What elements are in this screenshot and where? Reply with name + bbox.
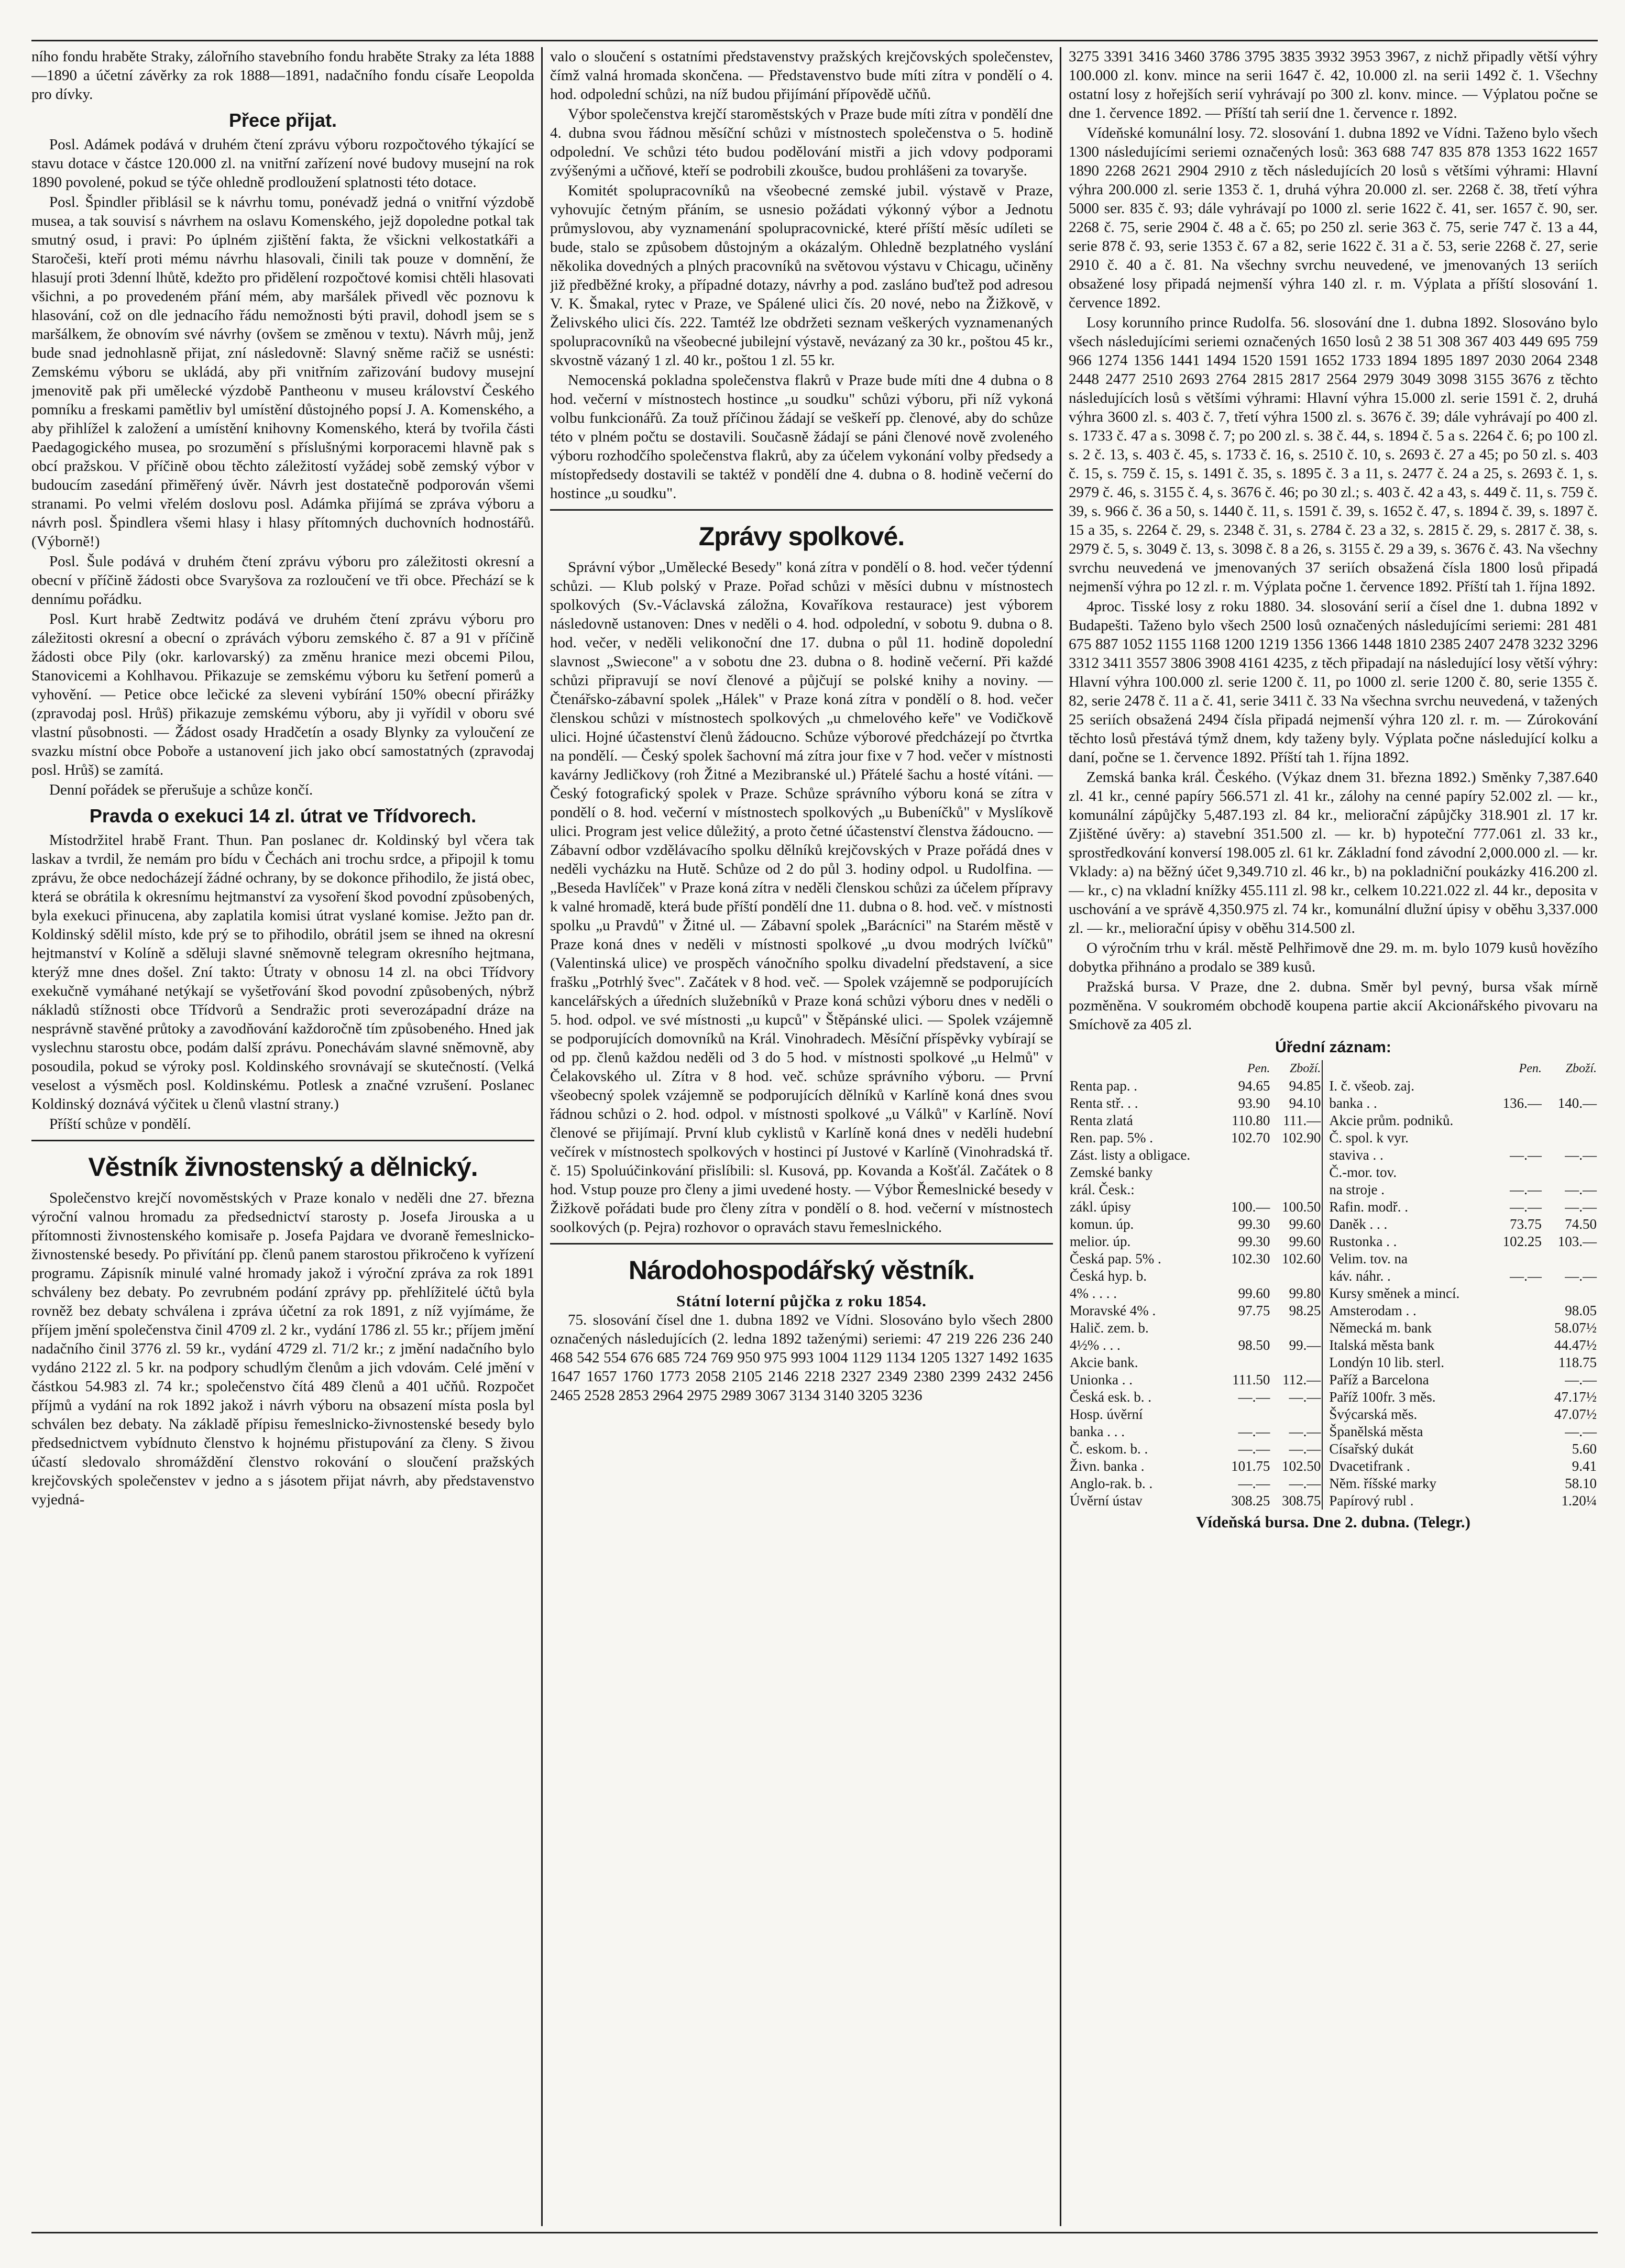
market-divider — [1322, 1319, 1328, 1337]
market-row — [1069, 1492, 1598, 1510]
market-row — [1069, 1337, 1598, 1354]
market-value — [1271, 1147, 1322, 1164]
market-row — [1069, 1319, 1598, 1337]
market-value: —.— — [1565, 1424, 1597, 1439]
market-value: 99.60 — [1238, 1285, 1270, 1301]
market-value: 9.41 — [1572, 1458, 1597, 1474]
market-label: Renta zlatá — [1070, 1113, 1133, 1128]
article-text: Posl. Adámek podává v druhém čtení zprávu výboru rozpočtového týkající se stavu dotace v částce 120.000 zl. na vnitřní zařízení nové budovy musejní na rok 1890 povolené, pokud se týče ohledně prodloužení splatnosti této dotace. — [31, 136, 534, 191]
market-value: 98.50 — [1238, 1337, 1270, 1353]
market-label: Londýn 10 lib. sterl. — [1329, 1355, 1445, 1370]
market-divider — [1322, 1458, 1328, 1475]
market-divider — [1322, 1475, 1328, 1492]
market-label: melior. úp. — [1070, 1234, 1131, 1249]
market-divider — [1322, 1440, 1328, 1458]
market-label: Daněk . . . — [1329, 1216, 1388, 1232]
market-value: 100.— — [1231, 1199, 1270, 1215]
section-divider — [31, 1140, 534, 1141]
market-label: Španělská města — [1329, 1424, 1423, 1439]
market-row — [1069, 1164, 1598, 1181]
market-label: Něm. říšské marky — [1329, 1476, 1437, 1491]
article-text: ního fondu hraběte Straky, zálořního stavebního fondu hraběte Straky za léta 1888—1890 a účetní závěrky za rok 1888—1891, nadačního fondu císaře Leopolda pro dívky. — [31, 48, 534, 103]
market-value: —.— — [1238, 1424, 1270, 1439]
market-row — [1069, 1181, 1598, 1198]
market-value — [1492, 1112, 1543, 1129]
section-divider — [550, 1243, 1053, 1245]
market-value — [1492, 1406, 1543, 1423]
market-value — [1271, 1319, 1322, 1337]
heading-zpravy-spolkove: Zprávy spolkové. — [698, 522, 905, 551]
article-text: Posl. Šule podává v druhém čtení zprávu výboru pro záležitosti okresní a obecní v příčině žádosti obce Svaryšova za rozloučení ve tři obce. Přechází se k dennímu pořádku. — [31, 553, 534, 608]
market-divider — [1322, 1095, 1328, 1112]
column-rule — [541, 47, 543, 2226]
market-row — [1069, 1147, 1598, 1164]
market-value: 110.80 — [1232, 1113, 1270, 1128]
article-text: Denní pořádek se přerušuje a schůze končí. — [49, 781, 313, 798]
market-row — [1069, 1129, 1598, 1147]
market-value: 94.10 — [1289, 1095, 1321, 1111]
market-label: Hosp. úvěrní — [1070, 1406, 1143, 1422]
market-value — [1543, 1164, 1598, 1181]
article-text: Nemocenská pokladna společenstva flakrů v Praze bude míti dne 4 dubna o 8 hod. večerní v místnostech hostince „u soudku" schůzi výboru, při níž vykoná volbu funkcionářů. Za touž příčinou žádají se veškeří pp. členové, aby do schůze této v plném počtu se dostavili. Současně žádají se páni členové nově zvoleného výboru rozhodčího společenstva flakrů, aby za účelem vykonání volby předsedy a místopředsedy dostavili se taktéž v pondělí dne 4. dubna o 8. hodině večerní do hostince „u soudku". — [550, 372, 1053, 502]
market-value — [1543, 1129, 1598, 1147]
market-value — [1543, 1112, 1598, 1129]
market-value: 58.07½ — [1554, 1320, 1597, 1336]
market-header-pen: Pen. — [1519, 1062, 1542, 1075]
market-value — [1492, 1458, 1543, 1475]
market-divider — [1322, 1268, 1328, 1285]
market-value — [1492, 1164, 1543, 1181]
market-label: Živn. banka . — [1070, 1458, 1145, 1474]
market-label: banka . . . — [1070, 1424, 1125, 1439]
market-value — [1271, 1181, 1322, 1198]
market-value: —.— — [1289, 1424, 1321, 1439]
market-value — [1492, 1440, 1543, 1458]
market-label: komun. úp. — [1070, 1216, 1134, 1232]
column-rule — [1060, 47, 1061, 2226]
market-divider — [1322, 1285, 1328, 1302]
market-divider — [1322, 1302, 1328, 1319]
market-value — [1221, 1268, 1271, 1285]
article-text: Zemská banka král. Českého. (Výkaz dnem 31. března 1892.) Směnky 7,387.640 zl. 41 kr., cenné papíry 566.571 zl. 41 kr., zálohy na cenné papíry 52.002 zl. — kr., komunální zápůjčky 5,487.193 zl. 84 kr., meliorační zápůjčky 318.901 zl. 17 kr. Zjištěné úvěry: a) stavební 351.500 zl. — kr. b) hypoteční 777.061 zl. 33 kr., sprostředkování konversí 198.005 zl. 61 kr. Základní fond závodní 2,000.000 zl. — kr. Vklady: a) na běžný účet 9,349.710 zl. 46 kr., b) na pokladniční poukázky 416.200 zl. — kr., c) na vkladní knížky 455.111 zl. 98 kr., celkem 10.221.022 zl. 44 kr., deposita v uschování a ve správě 4,350.975 zl. 74 kr., komunální dlužní úpisy v oběhu 3,337.000 zl. — kr., meliorační úpisy v oběhu 314.500 zl. — [1069, 769, 1598, 937]
market-value: —.— — [1510, 1182, 1542, 1197]
market-label: král. Česk.: — [1070, 1182, 1135, 1197]
market-row — [1069, 1285, 1598, 1302]
market-label: Anglo-rak. b. . — [1070, 1476, 1153, 1491]
market-label: Česká esk. b. . — [1070, 1389, 1151, 1405]
market-label: Italská města bank — [1329, 1337, 1435, 1353]
market-divider — [1322, 1492, 1328, 1510]
article-text: Vídeňské komunální losy. 72. slosování 1. dubna 1892 ve Vídni. Taženo bylo všech 1300 následujícími seriemi označených losů: 363 688 747 835 878 1353 1622 1657 1890 2268 2621 2904 2910 z těch následujících 20 losů s většími výhrami: Hlavní výhra 200.000 zl. serie 1353 č. 1, druhá výhra 20.000 zl. ser. 2268 č. 38, třetí výhra 5000 ser. 835 č. 93; dále vyhrávají po 1000 zl. serie 1622 č. 41, ser. 1657 č. 90, ser. 2268 č. 75, serie 2904 č. 48 a č. 65; po 250 zl. serie 363 č. 75, serie 747 č. 13 a 44, serie 878 č. 93, serie 1353 č. 67 a 82, serie 1622 č. 31 a č. 53, serie 2268 č. 27, serie 2910 č. 40 a č. 81. Na všechny svrchu neuvedené, ve jmenovaných 13 seriích obsažené losy připadá nejmenší výhra 140 zl. r. m. Výplata a příští slosování 1. července 1892. — [1069, 125, 1598, 311]
market-value: 44.47½ — [1554, 1337, 1597, 1353]
market-label: Ren. pap. 5% . — [1070, 1130, 1153, 1146]
market-label: 4% . . . . — [1070, 1285, 1117, 1301]
market-row — [1069, 1112, 1598, 1129]
market-value: —.— — [1289, 1389, 1321, 1405]
market-label: Švýcarská měs. — [1329, 1406, 1418, 1422]
heading-pravda-o-exekuci: Pravda o exekuci 14 zl. útrat ve Třídvorech. — [89, 805, 477, 827]
market-label: Akcie bank. — [1070, 1355, 1138, 1370]
market-value: —.— — [1565, 1147, 1597, 1163]
market-value: —.— — [1565, 1182, 1597, 1197]
market-value: —.— — [1510, 1199, 1542, 1215]
market-label: Kursy směnek a mincí. — [1329, 1285, 1460, 1301]
market-header-zbozi: Zboží. — [1289, 1062, 1321, 1075]
market-value: 47.07½ — [1554, 1406, 1597, 1422]
bottom-rule — [31, 2232, 1598, 2233]
article-text: Místodržitel hrabě Frant. Thun. Pan poslanec dr. Koldinský byl včera tak laskav a tvrdil, že nemám pro bídu v Čechách ani trochu srdce, a připojil k tomu zprávu, že obce nedocházejí žádné ochrany, by se dokonce přihodilo, že jistá obec, která se obrátila k okresnímu hejtmanství za vysoření škod povodní způsobených, byla exekuci přinucena, aby zaplatila komisi útrat vyslané komise. Ježto pan dr. Koldinský sdělil místo, kde prý se to přihodilo, obrátil jsem se ihned na okresní hejtmanství v Kolíně a sděluji slavné sněmovně telegram okresního hejtmana, kterýž mne dnes došel. Zní takto: Útraty v obnosu 14 zl. na obci Třídvory exekučně vymáhané netýkají se vyšetřování škod povodní způsobených, nýbrž nákladů stížnosti obce Třídvorů a Sendražic proti severozápadní dráze na nesprávně stavěné průtoky a zavodňování každoročně tím způsobeného. Hned jak vyslechnu starostu obce, podám další zprávu. Ponechávám slavné sněmovně, aby posoudila, pokud se výroky posl. Koldinského srovnávají se skutečností. (Velká veselost a výsměch posl. Koldinskému. Potlesk a značné vzrušení. Poslanec Koldinský doznává výčitek u členů vlastní strany.) — [31, 832, 534, 1113]
column-middle — [550, 47, 1053, 2226]
market-value: 101.75 — [1231, 1458, 1270, 1474]
market-row — [1069, 1095, 1598, 1112]
market-label: Rustonka . . — [1329, 1234, 1397, 1249]
market-value — [1271, 1164, 1322, 1181]
market-label: Halič. zem. b. — [1070, 1320, 1149, 1336]
market-label: Akcie prům. podniků. — [1329, 1113, 1454, 1128]
market-row — [1069, 1198, 1598, 1216]
market-row — [1069, 1440, 1598, 1458]
market-label: I. č. všeob. zaj. — [1329, 1078, 1414, 1094]
market-value: 47.17½ — [1554, 1389, 1597, 1405]
article-text: Komitét spolupracovníků na všeobecné zemské jubil. výstavě v Praze, vyhovujíc četným přáním, se usnesio požádati výkonný výbor a Jednotu průmyslovou, aby vyznamenání spolupracovnické, které příští měsíc udíleti se bude, stalo se způsobem důstojným a okázalým. Ohledně bezplatného vyslání několika dovedných a plných pracovníků na světovou výstavu v Chicagu, učiněny již předběžné kroky, a případné dotazy, návrhy a pod. zasláno buďtež pod adresou V. K. Šmakal, rytec v Praze, ve Spálené ulici čís. 20 nové, nebo na Žižkově, v Želivského ulici čís. 222. Tamtéž lze obdržeti seznam veškerých vyznamenaných spolupracovníků na všeobecné jubilejní výstavě, nevázaný za 30 kr., poštou 45 kr., skvostně vázaný 1 zl. 40 kr., poštou 1 zl. 55 kr. — [550, 182, 1053, 369]
market-row — [1069, 1371, 1598, 1389]
market-value — [1271, 1406, 1322, 1423]
market-value: —.— — [1510, 1268, 1542, 1284]
market-value: 1.20¼ — [1561, 1493, 1597, 1509]
market-value — [1492, 1354, 1543, 1371]
market-label: na stroje . — [1329, 1182, 1385, 1197]
market-label: Zemské banky — [1070, 1164, 1153, 1180]
market-divider — [1322, 1077, 1328, 1095]
market-value: 118.75 — [1558, 1355, 1597, 1370]
market-value: 99.60 — [1289, 1234, 1321, 1249]
market-value: 99.— — [1289, 1337, 1321, 1353]
market-divider — [1322, 1181, 1328, 1198]
market-value: —.— — [1289, 1476, 1321, 1491]
market-value: 94.65 — [1238, 1078, 1270, 1094]
market-value — [1271, 1268, 1322, 1285]
market-label: káv. náhr. . — [1329, 1268, 1391, 1284]
market-value: 73.75 — [1510, 1216, 1542, 1232]
market-value — [1221, 1319, 1271, 1337]
market-divider — [1322, 1216, 1328, 1233]
market-divider — [1322, 1233, 1328, 1250]
article-text: 3275 3391 3416 3460 3786 3795 3835 3932 3953 3967, z nichž připadly větší výhry 100.000 zl. konv. mince na serii 1647 č. 42, 10.000 zl. na serii 1492 č. 1. Všechny ostatní losy z hořejších serií vyhrávají po 300 zl. konv. mince. — Výplatou počne se dne 1. července 1892. — Příští tah serií dne 1. července r. 1892. — [1069, 48, 1598, 122]
market-divider — [1322, 1129, 1328, 1147]
market-label: Amsterodam . . — [1329, 1303, 1417, 1318]
market-header-row — [1069, 1060, 1598, 1077]
market-label: Unionka . . — [1070, 1372, 1133, 1388]
market-label: Paříž a Barcelona — [1329, 1372, 1429, 1388]
market-value — [1492, 1371, 1543, 1389]
market-value: 112.— — [1282, 1372, 1321, 1388]
market-value: 102.30 — [1231, 1251, 1270, 1267]
market-value — [1221, 1147, 1271, 1164]
column-left — [31, 47, 534, 2226]
market-value: —.— — [1238, 1389, 1270, 1405]
article-text: Losy korunního prince Rudolfa. 56. slosování dne 1. dubna 1892. Slosováno bylo všech následujícími seriemi označených 1650 losů 2 38 51 308 367 403 449 695 759 966 1274 1356 1441 1494 1520 1591 1652 1733 1894 1895 1897 2030 2064 2348 2448 2477 2510 2693 2764 2815 2817 2564 2979 3049 3098 3155 3676 z těchto následujících losů s většími výhrami: Hlavní výhra 15.000 zl. serie 1591 č. 2, druhá výhra 3600 zl. s. 403 č. 7, třetí výhra 1500 zl. s. 3676 č. 39; dále vyhrávají po 400 zl. s. 1733 č. 47 a s. 3098 č. 7; po 200 zl. s. 38 č. 44, s. 1894 č. 5 a s. 2264 č. 6; po 100 zl. s. 2 č. 13, s. 403 č. 45, s. 1733 č. 16, s. 2510 č. 10, s. 2693 č. 27 a 45; po 50 zl. s. 403 č. 15, s. 759 č. 15, s. 1491 č. 35, s. 1895 č. 3 a 11, s. 2477 č. 24 a 25, s. 2693 č. 1, s. 2979 č. 46, s. 3155 č. 4, s. 3676 č. 46; po 30 zl.; s. 403 č. 42 a 43, s. 449 č. 11, s. 759 č. 39, s. 966 č. 36 a 50, s. 1440 č. 11, s. 1591 č. 39, s. 1652 č. 47, s. 1894 č. 39, s. 1897 č. 15 a 35, s. 2264 č. 29, s. 2348 č. 31, s. 2784 č. 23 a 32, s. 2815 č. 29, s. 2817 č. 38, s. 2979 č. 5, s. 3049 č. 13, s. 3098 č. 8 a 26, s. 3155 č. 29 a 39, s. 3676 č. 43. Na všechny svrchu neuvedená ve jmenovaných 37 seriích obsažená čísla 1800 losů připadá nejmenší výhra po 12 zl. r. m. Výplata počne 1. července 1892. Příští tah 1. října 1892. — [1069, 314, 1598, 595]
market-divider — [1322, 1250, 1328, 1268]
market-value: —.— — [1238, 1441, 1270, 1457]
market-row — [1069, 1423, 1598, 1440]
market-value: 308.75 — [1282, 1493, 1321, 1509]
market-value: —.— — [1565, 1268, 1597, 1284]
market-divider — [1322, 1389, 1328, 1406]
market-value — [1543, 1250, 1598, 1268]
market-value: 102.70 — [1231, 1130, 1270, 1146]
market-divider — [1322, 1112, 1328, 1129]
market-value: 102.25 — [1502, 1234, 1542, 1249]
market-value: 93.90 — [1238, 1095, 1270, 1111]
heading-prece-prijat: Přece přijat. — [228, 109, 337, 131]
market-value: —.— — [1238, 1476, 1270, 1491]
market-label: Papírový rubl . — [1329, 1493, 1414, 1509]
market-value: 308.25 — [1231, 1493, 1270, 1509]
market-value: 99.30 — [1238, 1234, 1270, 1249]
market-value — [1221, 1164, 1271, 1181]
market-divider — [1322, 1147, 1328, 1164]
market-label: Č. spol. k vyr. — [1329, 1130, 1409, 1146]
market-label: Úvěrní ústav — [1070, 1493, 1143, 1509]
market-value: 136.— — [1502, 1095, 1542, 1111]
market-row — [1069, 1458, 1598, 1475]
article-text: 75. slosování čísel dne 1. dubna 1892 ve Vídni. Slosováno bylo všech 2800 označených následujících (2. ledna 1892 taženými) seriemi: 47 219 226 236 240 468 542 554 676 685 724 769 950 975 993 1004 1129 1134 1205 1327 1492 1635 1647 1657 1760 1773 2058 2105 2146 2218 2327 2349 2380 2399 2432 2456 2465 2528 2853 2964 2975 2989 3067 3134 3140 3205 3236 — [550, 1312, 1053, 1404]
market-value: 98.05 — [1565, 1303, 1597, 1318]
market-value — [1492, 1302, 1543, 1319]
market-row — [1069, 1250, 1598, 1268]
market-value — [1492, 1129, 1543, 1147]
market-value — [1221, 1406, 1271, 1423]
article-text: Výbor společenstva krejčí staroměstských v Praze bude míti zítra v pondělí dne 4. dubna svou řádnou měsíční schůzi v místnostech společenstva o 5. hodině odpolední. Ve schůzi této budou podělování mistři a jich vdovy podporami zvýšenými a učňové, kteří se podrobili zkoušce, budou prohlášeni za tovaryše. — [550, 106, 1053, 179]
market-value: 94.85 — [1289, 1078, 1321, 1094]
market-label: staviva . . — [1329, 1147, 1384, 1163]
market-label: banka . . — [1329, 1095, 1377, 1111]
market-value — [1492, 1389, 1543, 1406]
market-value — [1221, 1354, 1271, 1371]
market-divider — [1322, 1354, 1328, 1371]
market-row — [1069, 1268, 1598, 1285]
market-label: Rafin. modř. . — [1329, 1199, 1409, 1215]
newspaper-page — [31, 16, 1598, 2252]
market-value — [1543, 1285, 1598, 1302]
market-value — [1492, 1250, 1543, 1268]
market-table-body — [1069, 1077, 1598, 1510]
market-label: Č.-mor. tov. — [1329, 1164, 1397, 1180]
article-text: Posl. Špindler přiblásil se k návrhu tomu, ponévadž jedná o vnitřní výzdobě musea, a tak souvisí s návrhem na oslavu Komenského, jejž dopoledne potkal tak smutný osud, i pravi: Po úplném zjištění fakta, že všickni velkostatkáři a Staročeši, kteří proti mému návrhu hlasovali, činili tak pouze v domnění, že hlasují proti 3denní lhůtě, kdežto pro přidělení rozpočtové komisi chtěli hlasovati všichni, a po provedeném přání mém, aby maršálek přivedl věc poznovu k hlasování, což on dle jednacího řádu nemožnosti býti pravil, dohodl jsem se s maršálkem, že obnovím své návrhy (ovšem se změnou v textu). Návrh můj, jenž bude snad jednohlasně přijat, zní následovně: Slavný sněme račiž se usnésti: Zemskému výboru se ukládá, aby při vnitřním zařizování budovy musejní jmenovitě pak při umělecké výzdobě Pantheonu v museu království Českého pomníku a freskami pamětliv byl umístění důstojného popsí J. A. Komenského, a aby přihlížel k založení a umístění knihovny Komenského, která by tvořila části Paedagogického musea, po srozumění s příslušnými korporacemi hlavně pak s obcí pražskou. V příčině obou těchto záležitostí vyžádej sobě zemský výbor v budoucím zasedání přiměřený úvěr. Návrh jest dostatečně podporován všemi stranami. Po velmi vřelém doslovu posl. Adámka přijímá se zpráva výboru a návrh posl. Špindlera všemi hlasy i hlasy přítomných duchovních hodnostářů. (Výborně!) — [31, 194, 534, 550]
market-value: 102.60 — [1282, 1251, 1321, 1267]
market-header-pen: Pen. — [1247, 1062, 1270, 1075]
market-label: zákl. úpisy — [1070, 1199, 1131, 1215]
market-label: Císařský dukát — [1329, 1441, 1414, 1457]
market-value: 5.60 — [1572, 1441, 1597, 1457]
top-rule — [31, 40, 1598, 41]
market-row — [1069, 1216, 1598, 1233]
market-header-zbozi: Zboží. — [1565, 1062, 1597, 1075]
market-label: 4½% . . . — [1070, 1337, 1121, 1353]
market-value: 111.— — [1283, 1113, 1321, 1128]
market-value: 103.— — [1557, 1234, 1597, 1249]
market-divider — [1322, 1337, 1328, 1354]
market-value: 99.60 — [1289, 1216, 1321, 1232]
market-value — [1221, 1181, 1271, 1198]
market-value — [1492, 1492, 1543, 1510]
heading-vestnik: Věstník živnostenský a dělnický. — [88, 1152, 478, 1182]
market-value — [1492, 1285, 1543, 1302]
market-value: 99.30 — [1238, 1216, 1270, 1232]
market-divider — [1322, 1164, 1328, 1181]
market-value: 98.25 — [1289, 1303, 1321, 1318]
article-text: O výročním trhu v král. městě Pelhřimově dne 29. m. m. bylo 1079 kusů hovězího dobytka přihnáno a prodalo se 389 kusů. — [1069, 940, 1598, 975]
subheading-loterie: Státní loterní půjčka z roku 1854. — [676, 1292, 927, 1310]
market-label: Česká pap. 5% . — [1070, 1251, 1161, 1267]
market-row — [1069, 1406, 1598, 1423]
market-label: Renta stř. . . — [1070, 1095, 1138, 1111]
market-value — [1492, 1319, 1543, 1337]
market-row — [1069, 1354, 1598, 1371]
market-row — [1069, 1077, 1598, 1095]
market-value — [1492, 1337, 1543, 1354]
market-divider — [1322, 1371, 1328, 1389]
market-divider — [1322, 1406, 1328, 1423]
market-value: 140.— — [1557, 1095, 1597, 1111]
market-value: 102.50 — [1282, 1458, 1321, 1474]
market-row — [1069, 1233, 1598, 1250]
market-value: —.— — [1565, 1372, 1597, 1388]
market-label: Zást. listy a obligace. — [1070, 1147, 1191, 1163]
market-label: Moravské 4% . — [1070, 1303, 1156, 1318]
market-row — [1069, 1475, 1598, 1492]
market-value — [1492, 1475, 1543, 1492]
article-text: Pražská bursa. V Praze, dne 2. dubna. Směr byl pevný, bursa však mírně pozměněna. V soukromém obchodě koupena partie akcií Akcionářského pivovaru na Smíchově za 405 zl. — [1069, 978, 1598, 1033]
market-divider — [1322, 1198, 1328, 1216]
market-value — [1271, 1354, 1322, 1371]
market-value: —.— — [1565, 1199, 1597, 1215]
article-text: 4proc. Tisské losy z roku 1880. 34. slosování serií a čísel dne 1. dubna 1892 v Budapešti. Taženo bylo všech 2500 losů označených následujícími seriemi: 281 481 675 887 1052 1155 1168 1200 1219 1356 1366 1448 1810 2385 2407 2478 3232 3296 3312 3411 3557 3806 3908 4161 4235, z těch připadají na následující losy větší výhry: Hlavní výhra 100.000 zl. serie 1200 č. 11, po 1000 zl. serie 1200 č. 80, serie 1355 č. 82, serie 2478 č. 11 a č. 41, serie 3411 č. 33 Na všechna svrchu neuvedená, v tažených 25 seriích obsažená 2494 čísla připadá nejmenší výhra 120 zl. r. m. — Zúrokování těchto losů přestává týmž dnem, kdy taženy byly. Výplata počne následující kolku a daní, počne se 1. července 1892. Příští tah 1. října 1892. — [1069, 598, 1598, 766]
article-text: Správní výbor „Umělecké Besedy" koná zítra v pondělí o 8. hod. večer týdenní schůzi. — Klub polský v Praze. Pořad schůzi v měsíci dubnu v místnostech spolkových (Sv.-Václavská záložna, Kovaříkova restaurace) jest výborem následovně ustanoven: Dnes v neděli o 4. hod. odpolední, v sobotu 9. dubna o 8. hod. večer, v neděli velikonoční dne 17. dubna o půl 11. hodině dopolední slavnost „Swiecone" a v sobotu dne 23. dubna o 8. hodině večerní. Při každé schůzi připravují se noví členové a půjčují se polské knihy a noviny. — Čtenářsko-zábavní spolek „Hálek" v Praze koná zítra v pondělí o 8. hod. večer členskou schůzi v místnostech spolkových „u chmelového keře" ve Vodičkově ulici. Hojné účastenství členů žádoucno. Schůze výborové předcházejí po čtvrtka na pondělí. — Český spolek šachovní má zítra jour fixe v 7 hod. večer v místnosti kavárny Jedličkovy (roh Žitné a Mezibranské ul.) Přátelé šachu a hosté vítáni. — Český fotografický spolek v Praze. Schůze správního výboru koná se zítra v pondělí o 8. hod. večerní v místnostech spolkových „u Bubeníčků" v Myslíkově ulici. Program jest velice důležitý, a proto četné účastenství členstva žádoucno. — Zábavní odbor vzdělávacího spolku dělníků krejčovských v Praze pořádá dnes v neděli vycházku na Hutě. Schůze od 2 do půl 3. hodiny odpol. u Rudolfina. — „Beseda Havlíček" v Praze koná zítra v neděli členskou schůzi za účelem přípravy k valné hromadě, která bude příští pondělí dne 11. dubna o 8. hod. več. v místnosti spolku „u Pravdů" v Žitné ul. — Zábavní spolek „Barácníci" na Starém městě v Praze koná dnes v neděli v místnosti spolkové „u dvou modrých lvíčků" (Valentinská ulice) ve prospěch vánočního spolku divadelní představení, a sice frašku „Potrhlý švec". Začátek v 8 hod. več. — Spolek vzájemně se podporujících kancelářských a úředních služebníků v Praze koná schůzi výboru dnes v neděli o 5. hod. odpol. ve své místnosti „u kupců" v Štěpánské ulici. — Spolek vzájemně se podporujících domovníků na Král. Vinohradech. Měsíční příspěvky vybírají se od pp. členů každou neděli od 3 do 5 hod. v místnosti spolkové „u Helmů" v Čelakovského ul. Zítra v 8 hod. več. schůze správního výboru. — První všeobecný spolek vzájemně se podporujících dělníků v Karlíně koná dnes svou řádnou schůzi o 2. hod. odpol. v místnosti spolkové „u Válků" v Karlíně. Noví členové se přijímají. První klub cyklistů v Karlíně koná dnes v neděli hudební večírek v místnostech spolkových v hostinci pí Justové v Karlíně (Vinohradská tř. č. 15) Spoluúčinkování přislíbili: sl. Kusová, pp. Kovanda a Košťál. Začátek o 8 hod. Vstup pouze pro členy a jimi uvedené hosty. — Výbor Řemeslnické besedy v Žižkově pořádati bude pro členy zítra v pondělí o 8. hod. večerní v místnostech soolkových (p. Pejra) rozhovor o opravách stavu řemeslnického. — [550, 559, 1053, 1236]
market-label: Velim. tov. na — [1329, 1251, 1408, 1267]
market-value — [1492, 1077, 1543, 1095]
market-value: 97.75 — [1238, 1303, 1270, 1318]
market-row — [1069, 1302, 1598, 1319]
article-text: valo o sloučení s ostatními představenstvy pražských krejčovských společenstev, čímž valná hromada skončena. — Představenstvo bude míti zítra v pondělí o 4. hod. odpolední schůzi, na níž budou přijímání přípovědě učňů. — [550, 48, 1053, 103]
market-value: —.— — [1289, 1441, 1321, 1457]
market-value: 99.80 — [1289, 1285, 1321, 1301]
market-value: 111.50 — [1232, 1372, 1270, 1388]
market-label: Č. eskom. b. . — [1070, 1441, 1148, 1457]
market-label: Dvacetifrank . — [1329, 1458, 1410, 1474]
heading-narodohospodarsky: Národohospodářský věstník. — [628, 1256, 975, 1285]
market-value: 74.50 — [1565, 1216, 1597, 1232]
section-divider — [550, 509, 1053, 511]
market-value: 58.10 — [1565, 1476, 1597, 1491]
heading-videnska-bursa: Vídeňská bursa. Dne 2. dubna. (Telegr.) — [1196, 1513, 1470, 1531]
column-right — [1069, 47, 1598, 2226]
market-label: Německá m. bank — [1329, 1320, 1432, 1336]
heading-uredni-zaznam: Úřední záznam: — [1275, 1039, 1391, 1056]
market-table — [1069, 1060, 1598, 1510]
market-value: 100.50 — [1282, 1199, 1321, 1215]
market-value: —.— — [1510, 1147, 1542, 1163]
market-divider — [1322, 1423, 1328, 1440]
market-label: Renta pap. . — [1070, 1078, 1137, 1094]
article-text: Posl. Kurt hrabě Zedtwitz podává ve druhém čtení zprávu výboru pro záležitosti okresní a obecní o zprávách výboru zemského č. 87 a 91 v příčině žádosti obce Pily (okr. karlovarský) za změnu hranice mezi obcemi Pilou, Stanovicemi a Kohlhavou. Přikazuje se zemskému výboru ku šetření pomerů a vyhovění. — Petice obce lečické za sleveni vybírání 150% obecní přirážky (zpravodaj posl. Hrůš) přikazuje zemskému výboru, aby ji vyřídil v oboru své vlastní působnosti. — Žádost osady Hradčetín a osady Blynky za vyloučení ze svazku místní obce Poboře a ustanovení jich jako obcí samostatných (zpravodaj posl. Hrůš) se zamítá. — [31, 611, 534, 778]
article-text: Příští schůze v pondělí. — [49, 1116, 191, 1132]
market-value — [1543, 1077, 1598, 1095]
market-label: Paříž 100fr. 3 měs. — [1329, 1389, 1436, 1405]
market-row — [1069, 1389, 1598, 1406]
market-value: 102.90 — [1282, 1130, 1321, 1146]
article-text: Společenstvo krejčí novoměstských v Praze konalo v neděli dne 27. března výroční valnou hromadu za předsednictví starosty p. Josefa Jirouska a u přítomnosti živnostenského komisaře p. Josefa Pajdara ve dvoraně řemeslnicko-živnostenské besedy. Po přivítání pp. členů panem starostou přikročeno k vyřízení programu. Zápisník minulé valné hromady jakož i výroční zpráva za rok 1891 schváleny bez debaty. Po zevrubném podání zprávy pp. přehlížitelé účtů byla rovněž bez debaty schválena i zpráva účetní za rok 1891, z níž vyjímáme, že příjem jmění společenstva činil 4709 zl. 2 kr., vydání 1786 zl. 55 kr.; příjem jmění nadačního činil 3776 zl. 59 kr., vydání 4729 zl. 71/2 kr.; z jmění nadačního bylo vydáno 2122 zl. 5 kr. na podpory schudlým členům a jich vdovám. Celé jmění v částkou 54.983 zl. 74 kr.; společenstvo čítá 489 členů a 401 učňů. Rozpočet příjmů a vydání na rok 1892 jakož i návrh výboru na obsazení místa posla byl schválen bez debaty. Na základě přípisu řemeslnicko-živnostenské besedy bylo předsednictvem vybídnuto členstvo k hojnému přistupování za členy. S živou účastí sledovalo shromáždění členstvo rokování o sloučení pražských krejčovských společenstev v jedno a s jásotem přijat návrh, aby představenstvo vyjedná- — [31, 1190, 534, 1508]
market-value — [1492, 1423, 1543, 1440]
market-label: Česká hyp. b. — [1070, 1268, 1147, 1284]
